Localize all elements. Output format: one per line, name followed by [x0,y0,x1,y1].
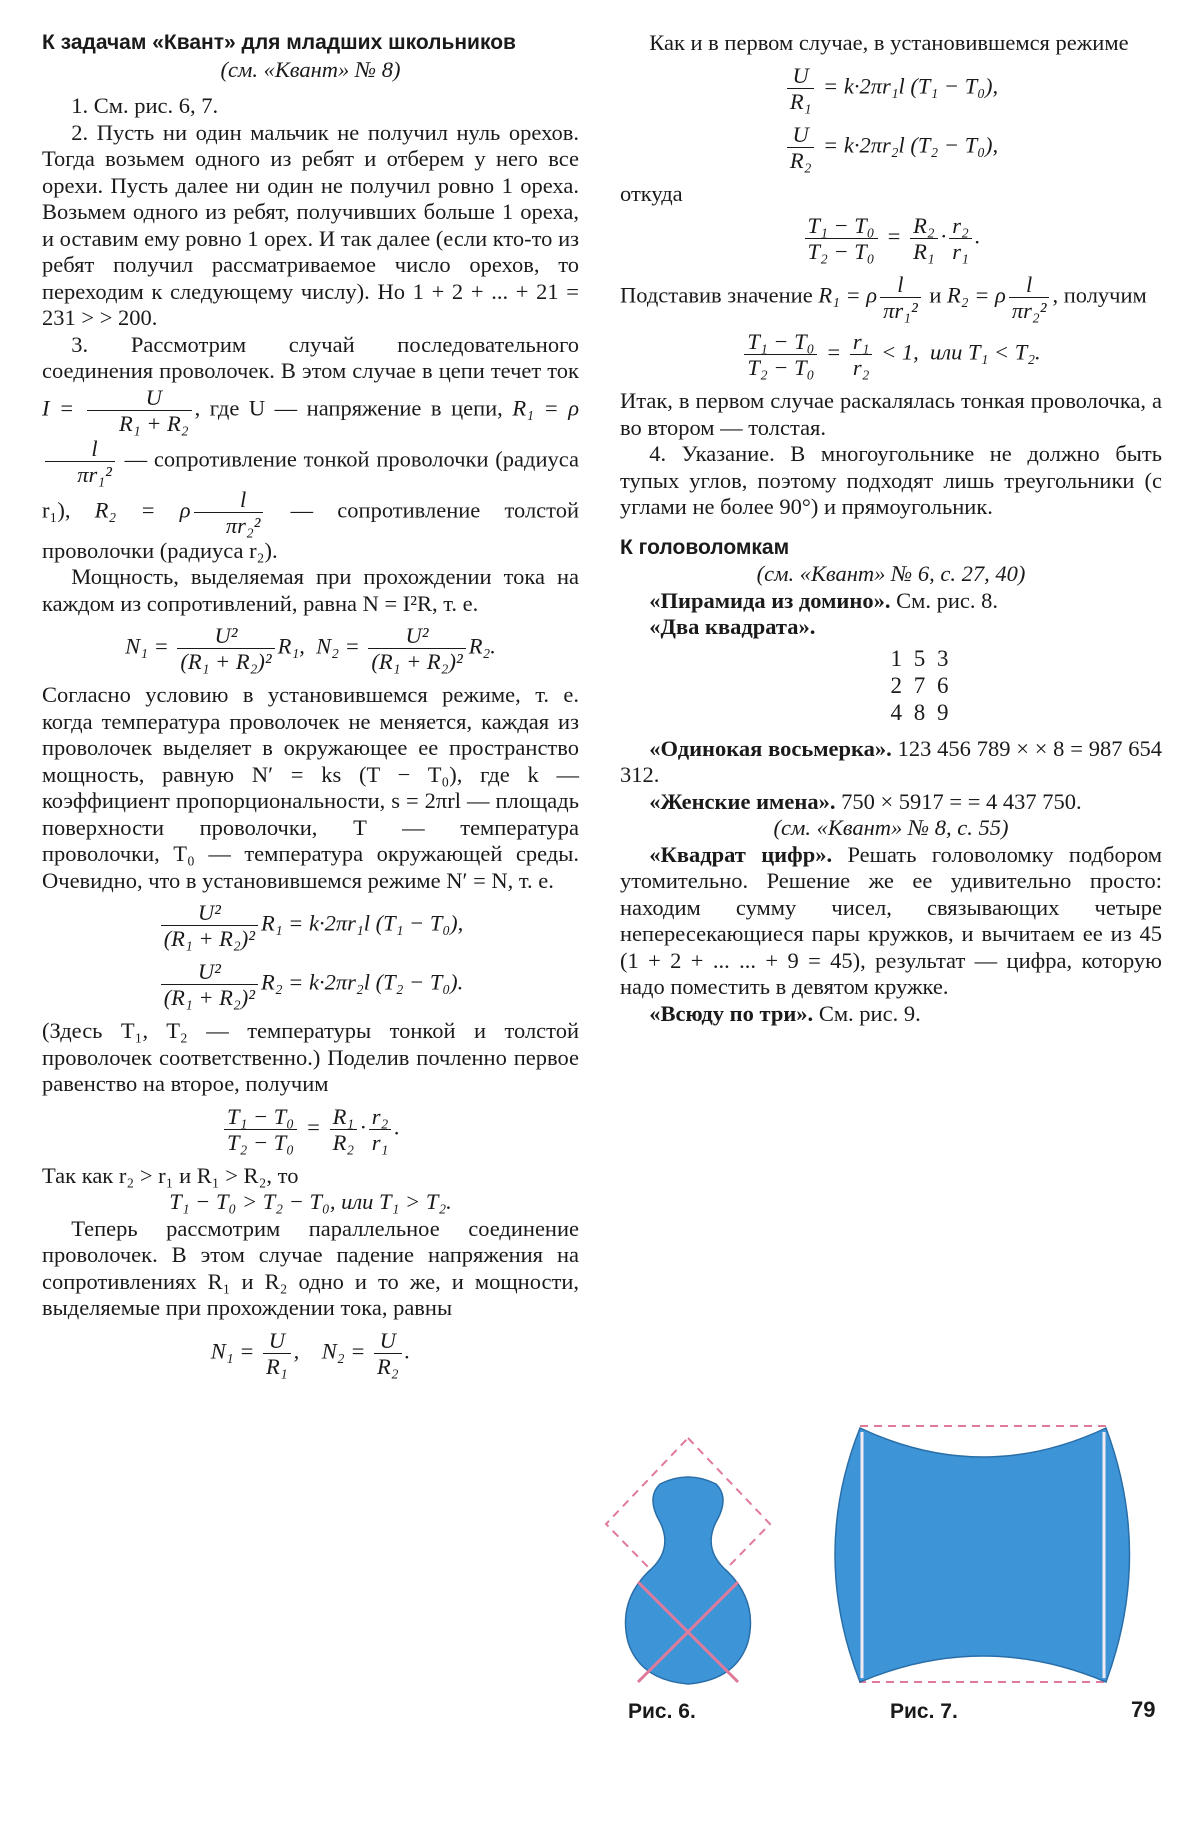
power-paragraph: Мощность, выделяемая при прохождении тока на каждом из сопротивлений, равна N = I²R, т. е. [42,564,579,616]
square-row: 1 5 3 [890,645,952,671]
square-row: 4 8 9 [890,699,952,725]
figure-7-caption: Рис. 7. [890,1700,958,1723]
ratio-formula: $\frac{\text{T₁ − T₀}}{\text{T₂ − T₀}}$ = $\frac{\text{R₁}}{\text{R₂}}$ · $\frac{\text{r₂}}{\text{r₁}}$ . [42,1104,579,1155]
female-names-answer: «Женские имена». 750 × 5917 = = 4 437 750. [649,788,1082,814]
answer-3-text: 3. Рассмотрим случай последовательного соединения проволочек. В этом случае в цепи течет ток I = $\frac{U}{\text{R₁ + R₂}}$ , где U — напряжение в цепи, R₁ = ρ $\frac{l}{\text{πr₁²}}$ — сопротивление тонкой проволочки (радиуса r₁), R₂ = ρ $\frac{l}{\text{πr₂²}}$ — сопротивление толстой проволочки (радиуса r₂). [42,331,579,563]
parallel-paragraph: Теперь рассмотрим параллельное соединение проволочек. В этом случае падение напряжения на сопротивлениях R₁ и R₂ одно и то же, и мощности, выделяемые при прохождении тока, равны [42,1215,579,1320]
two-squares-title: «Два квадрата». [649,614,816,639]
steady-state-paragraph: Согласно условию в установившемся режиме, т. е. когда температура проволочек не меняется, каждая из проволочек выделяет в окружающее ее пространство мощность, равную N′ = ks (T − T₀), где k — коэффициент пропорциональности, s = 2πrl — площадь поверхности проволочки, T — температура проволочки, T₀ — температура окружающей среды. Очевидно, что в установившемся режиме N′ = N, т. е. [42,682,579,893]
inequality-formula: T₁ − T₀ > T₂ − T₀, или T₁ > T₂. [169,1189,452,1214]
two-squares-grid [680,645,1162,726]
steady-state-formula-1: $\frac{\text{U²}}{\text{(R₁ + R₂)²}}$ R₁ = k·2πr₁l (T₁ − T₀), [42,900,579,951]
concave-shape [835,1428,1130,1682]
figure-6-caption: Рис. 6. [628,1700,696,1723]
parallel-power-formula: N₁ = $\frac{U}{\text{R₁}}$ , N₂ = $\frac{U}{\text{R₂}}$ . [210,1327,411,1379]
puzzles-reference-1: (см. «Квант» № 6, с. 27, 40) [756,561,1026,586]
left-column [42,30,579,1387]
everywhere-three-answer: «Всюду по три». См. рис. 9. [649,1000,921,1026]
answer-1: 1. См. рис. 6, 7. [71,93,219,118]
otkuda-word: откуда [620,180,683,206]
first-case-formula-2: $\frac{U}{\text{R₂}}$ = k·2πr₂l (T₂ − T₀), [620,122,1162,173]
pyramid-answer: «Пирамида из домино». См. рис. 8. [649,587,999,613]
lonely-eight-answer: «Одинокая восьмерка». 123 456 789 × × 8 = 987 654 312. [620,735,1162,787]
substitution-paragraph: Подставив значение R₁ = ρ $\frac{l}{\text{πr₁²}}$ и R₂ = ρ $\frac{l}{\text{πr₂²}}$ , получим [620,272,1147,323]
power-formula: N₁ = $\frac{\text{U²}}{\text{(R₁ + R₂)²}}$ R₁, N₂ = $\frac{\text{U²}}{\text{(R₁ + R₂)²}}$ R₂. [125,623,496,674]
substitution-result: $\frac{\text{T₁ − T₀}}{\text{T₂ − T₀}}$ = $\frac{\text{r₁}}{\text{r₂}}$ < 1, или T₁ < T₂. [620,329,1162,380]
puzzles-reference-2: (см. «Квант» № 8, с. 55) [773,815,1009,840]
first-case-ratio: $\frac{\text{T₁ − T₀}}{\text{T₂ − T₀}}$ = $\frac{\text{R₂}}{\text{R₁}}$ · $\frac{\text{r₂}}{\text{r₁}}$ . [620,213,1162,264]
first-case-formula-1: $\frac{U}{\text{R₁}}$ = k·2πr₁l (T₁ − T₀), [620,63,1162,114]
conclusion-paragraph: Так как r₂ > r₁ и R₁ > R₂, то [42,1162,299,1188]
right-column [620,30,1162,1027]
answer-4: 4. Указание. В многоугольнике не должно быть тупых углов, поэтому подходят лишь треугольники (с углами не более 90°) и прямоугольник. [620,441,1162,519]
answer-2: 2. Пусть ни один мальчик не получил нуль орехов. Тогда возьмем одного из ребят и отберем у него все орехи. Пусть далее ни один не получил ровно 1 ореха. Возьмем одного из ребят, получивших больше 1 ореха, и оставим ему ровно 1 орех. И так далее (если кто-то из ребят получил рассматриваемое число орехов, то переходим к следующему числу). Но 1 + 2 + ... + 21 = 231 > > 200. [42,119,579,330]
heading-reference: (см. «Квант» № 8) [220,56,401,82]
square-row: 2 7 6 [890,672,952,698]
first-case-conclusion: Итак, в первом случае раскалялась тонкая проволочка, а во втором — толстая. [620,388,1162,440]
figure-6 [598,1432,778,1692]
figure-7 [808,1420,1148,1690]
page-number: 79 [1131,1697,1156,1722]
puzzles-heading: К головоломкам [620,535,790,559]
temperature-paragraph: (Здесь T₁, T₂ — температуры тонкой и толстой проволочек соответственно.) Поделив почленно первое равенство на второе, получим [42,1018,579,1096]
steady-state-formula-2: $\frac{\text{U²}}{\text{(R₁ + R₂)²}}$ R₂ = k·2πr₂l (T₂ − T₀). [42,959,579,1010]
first-case-paragraph: Как и в первом случае, в установившемся режиме [649,30,1129,55]
section-heading: К задачам «Квант» для младших школьников [42,31,516,54]
digit-square-answer: «Квадрат цифр». Решать головоломку подбором утомительно. Решение же ее удивительно просто: находим сумму чисел, связывающих четыре непересекающиеся пары кружков, и вычитаем ее из 45 (1 + 2 + ... ... + 9 = 45), результат — цифра, которую надо поместить в девятом кружке. [620,841,1163,999]
vase-shape [626,1477,751,1684]
